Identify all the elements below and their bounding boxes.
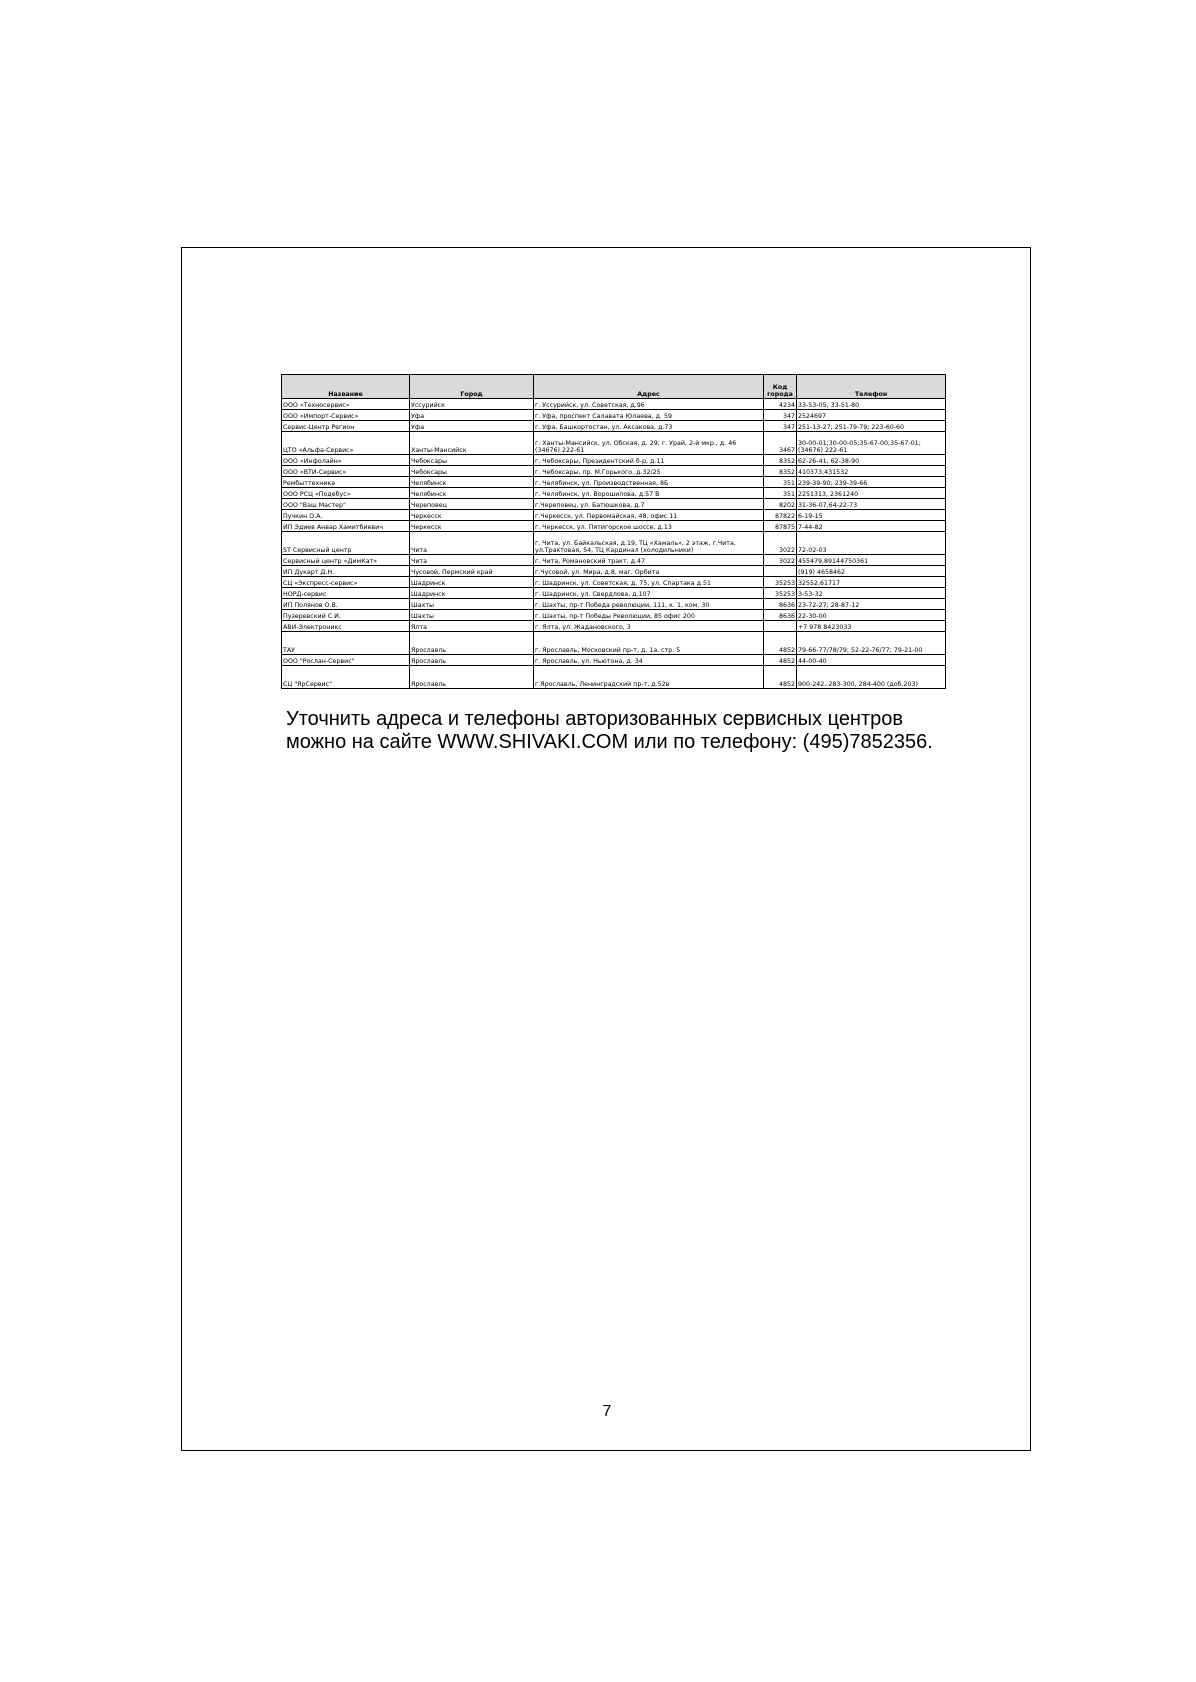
cell-name: Пузеревский С.И.: [282, 610, 410, 621]
cell-address: г. Чебоксары, пр. М.Горького, д.32/25: [534, 466, 764, 477]
header-name: Название: [282, 375, 410, 399]
table-row: [282, 655, 946, 666]
cell-address: г.Черкесск, ул. Первомайская, 48, офис 11: [534, 510, 764, 521]
cell-address: г. Чебоксары, Президентский б-р, д.11: [534, 455, 764, 466]
cell-phone: 239-39-90; 239-39-66: [797, 477, 946, 488]
cell-city: Челябинск: [410, 477, 534, 488]
service-centers-table-wrap: [281, 374, 945, 689]
cell-phone: 30-00-01;30-00-05;35-67-00;35-67-01;(34676) 222-61: [797, 432, 946, 455]
cell-city-code: [764, 621, 797, 632]
cell-city-code: 4852: [764, 632, 797, 655]
table-row: [282, 410, 946, 421]
cell-phone: 455479,89144750361: [797, 555, 946, 566]
cell-city: Ханты-Мансийск: [410, 432, 534, 455]
cell-city-code: 351: [764, 477, 797, 488]
cell-phone: +7 978 8423033: [797, 621, 946, 632]
table-header-row: [282, 375, 946, 399]
cell-name: Рембыттехника: [282, 477, 410, 488]
cell-city-code: [764, 566, 797, 577]
cell-city: Шахты: [410, 610, 534, 621]
cell-city: Чита: [410, 555, 534, 566]
cell-name: Пучкин О.А.: [282, 510, 410, 521]
cell-city: Черкесск: [410, 510, 534, 521]
cell-city: Шахты: [410, 599, 534, 610]
cell-city-code: 8352: [764, 455, 797, 466]
table-row: [282, 477, 946, 488]
note-line-1: Уточнить адреса и телефоны авторизованных сервисных центров: [286, 708, 904, 730]
cell-address: г. Уфа, Башкортостан, ул. Аксакова, д.73: [534, 421, 764, 432]
cell-name: ЦТО «Альфа-Сервис»: [282, 432, 410, 455]
cell-name: Сервис-Центр Регион: [282, 421, 410, 432]
cell-phone: 7-44-82: [797, 521, 946, 532]
cell-name: ТАУ: [282, 632, 410, 655]
cell-name: ООО «ВТИ-Сервис»: [282, 466, 410, 477]
cell-phone: 72-02-03: [797, 532, 946, 555]
cell-name: ООО «Техносервис»: [282, 399, 410, 410]
cell-name: АВИ-Электроникс: [282, 621, 410, 632]
cell-phone: 33-53-05, 33-51-80: [797, 399, 946, 410]
cell-address: г. Ярославль, Московский пр-т, д. 1а, стр. 5: [534, 632, 764, 655]
cell-city-code: 4234: [764, 399, 797, 410]
cell-address: г. Ханты-Мансийск, ул. Обская, д. 29; г. Урай, 2-й мкр., д. 46 (34676) 222-61: [534, 432, 764, 455]
table-row: [282, 399, 946, 410]
cell-address: г. Черкесск, ул. Пятигорское шоссе, д.13: [534, 521, 764, 532]
cell-city-code: 347: [764, 410, 797, 421]
table-row: [282, 621, 946, 632]
cell-name: СЦ "ЯрСервис": [282, 666, 410, 689]
cell-phone: 251-13-27; 251-79-79; 223-60-60: [797, 421, 946, 432]
cell-name: ООО "Рослан-Сервис": [282, 655, 410, 666]
cell-city: Ярославль: [410, 666, 534, 689]
table-body: [282, 399, 946, 689]
cell-phone: 23-72-27; 28-87-12: [797, 599, 946, 610]
table-row: [282, 632, 946, 655]
cell-name: ООО «Импорт-Сервис»: [282, 410, 410, 421]
table-row: [282, 510, 946, 521]
cell-name: Сервисный центр «ДимКат»: [282, 555, 410, 566]
cell-address: г. Шадринск, ул. Советская, д. 75, ул. Спартака д.51: [534, 577, 764, 588]
cell-city: Уссурийск: [410, 399, 534, 410]
cell-city-code: 4852: [764, 655, 797, 666]
table-row: [282, 610, 946, 621]
cell-city-code: 3022: [764, 555, 797, 566]
header-city-code: Код города: [764, 375, 797, 399]
table-row: [282, 599, 946, 610]
cell-city: Шадринск: [410, 588, 534, 599]
cell-city-code: 87822: [764, 510, 797, 521]
page-frame: [181, 247, 1031, 1451]
cell-phone: 32552,61717: [797, 577, 946, 588]
cell-city: Чебоксары: [410, 466, 534, 477]
cell-city: Ярославль: [410, 655, 534, 666]
cell-city-code: 3467: [764, 432, 797, 455]
cell-address: г. Челябинск, ул. Ворошилова, д.57 В: [534, 488, 764, 499]
table-row: [282, 532, 946, 555]
cell-city: Уфа: [410, 410, 534, 421]
cell-address: г. Челябинск, ул. Производственная, 8Б: [534, 477, 764, 488]
cell-address: г.Ярославль, Ленинградский пр-т, д.52в: [534, 666, 764, 689]
cell-phone: 31-36-07,64-22-73: [797, 499, 946, 510]
cell-city-code: 3022: [764, 532, 797, 555]
cell-city: Ярославль: [410, 632, 534, 655]
cell-address: г.Череповец, ул. Батюшкова, д.7: [534, 499, 764, 510]
cell-city: Черкесск: [410, 521, 534, 532]
table-row: [282, 455, 946, 466]
cell-city-code: 8352: [764, 466, 797, 477]
cell-city-code: 347: [764, 421, 797, 432]
cell-name: НОРД-сервис: [282, 588, 410, 599]
table-row: [282, 566, 946, 577]
cell-name: ООО "Ваш Мастер": [282, 499, 410, 510]
cell-phone: 22-30-00: [797, 610, 946, 621]
cell-city: Шадринск: [410, 577, 534, 588]
cell-phone: 900-242, 283-300, 284-400 (доб.203): [797, 666, 946, 689]
table-row: [282, 577, 946, 588]
table-row: [282, 421, 946, 432]
cell-name: ИП Полянов О.В.: [282, 599, 410, 610]
cell-city-code: 35253: [764, 577, 797, 588]
table-row: [282, 488, 946, 499]
cell-phone: 62-26-41, 62-38-90: [797, 455, 946, 466]
contact-note: [286, 708, 986, 754]
header-address: Адрес: [534, 375, 764, 399]
table-row: [282, 432, 946, 455]
cell-address: г. Ялта, ул. Жадановского, 3: [534, 621, 764, 632]
cell-address: г. Ярославль, ул. Ньютона, д. 34: [534, 655, 764, 666]
cell-city: Чусовой, Пермский край: [410, 566, 534, 577]
page-number: 7: [602, 1403, 612, 1420]
cell-address: г. Уссурийск, ул. Советская, д.96: [534, 399, 764, 410]
cell-address: г. Чита, ул. Байкальская, д.19, ТЦ «Хамаль», 2 этаж, г.Чита, ул.Трактовая, 54, ТЦ Кардинал (холодильники): [534, 532, 764, 555]
table-row: [282, 521, 946, 532]
cell-phone: 2251313, 2361240: [797, 488, 946, 499]
cell-address: г.Чусовой, ул. Мира, д.8, маг. Орбита: [534, 566, 764, 577]
cell-city: Уфа: [410, 421, 534, 432]
cell-address: г. Чита, Романовский тракт, д.47: [534, 555, 764, 566]
cell-city-code: 8202: [764, 499, 797, 510]
cell-phone: 44-00-40: [797, 655, 946, 666]
cell-phone: 6-19-15: [797, 510, 946, 521]
cell-city: Ялта: [410, 621, 534, 632]
cell-city-code: 87875: [764, 521, 797, 532]
cell-city: Чита: [410, 532, 534, 555]
table-row: [282, 588, 946, 599]
cell-phone: 3-53-32: [797, 588, 946, 599]
cell-city: Чебоксары: [410, 455, 534, 466]
cell-city-code: 351: [764, 488, 797, 499]
service-centers-table: [281, 374, 946, 689]
cell-name: ИП Дукарт Д.Н.: [282, 566, 410, 577]
cell-name: ИП Эдиев Анвар Хамитбиевич: [282, 521, 410, 532]
cell-city-code: 35253: [764, 588, 797, 599]
cell-city-code: 8636: [764, 599, 797, 610]
cell-name: СЦ «Экспресс-сервис»: [282, 577, 410, 588]
cell-address: г. Шахты, пр-т Победы Революции, 85 офис 200: [534, 610, 764, 621]
cell-phone: 79-66-77/78/79; 52-22-76/77; 79-21-00: [797, 632, 946, 655]
table-row: [282, 499, 946, 510]
header-phone: Телефон: [797, 375, 946, 399]
cell-city: Череповец: [410, 499, 534, 510]
cell-name: ООО «Инфолайн»: [282, 455, 410, 466]
cell-city-code: 4852: [764, 666, 797, 689]
cell-phone: 410373;431532: [797, 466, 946, 477]
table-row: [282, 555, 946, 566]
cell-name: ООО РСЦ «Подебус»: [282, 488, 410, 499]
table-row: [282, 666, 946, 689]
table-row: [282, 466, 946, 477]
header-city: Город: [410, 375, 534, 399]
cell-name: ST Сервисный центр: [282, 532, 410, 555]
cell-phone: 2524697: [797, 410, 946, 421]
cell-phone: (919) 4658462: [797, 566, 946, 577]
note-line-2: можно на сайте WWW.SHIVAKI.COM или по телефону: (495)7852356.: [286, 731, 933, 753]
cell-city: Челябинск: [410, 488, 534, 499]
cell-address: г. Уфа, проспект Салавата Юлаева, д. 59: [534, 410, 764, 421]
cell-city-code: 8636: [764, 610, 797, 621]
cell-address: г. Шадринск, ул. Свердлова, д.107: [534, 588, 764, 599]
cell-address: г. Шахты, пр-т Победа революции, 111, к. 1, ком. 30: [534, 599, 764, 610]
